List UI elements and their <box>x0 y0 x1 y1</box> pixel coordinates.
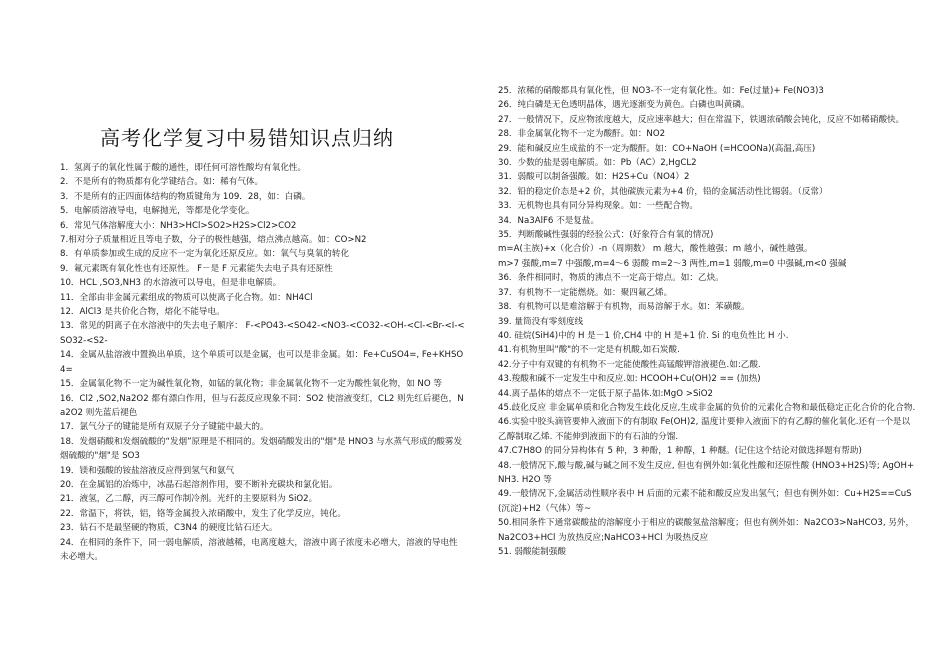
list-item: 46.实验中胶头滴管要伸入液面下的有制取 Fe(OH)2, 温度计要伸入液面下的有乙醇的催化氧化.还有一个是以乙醇制取乙烯. 不能伸到液面下的有石油的分馏. <box>498 417 911 442</box>
list-item: 8．有单质参加或生成的反应不一定为氧化还原反应。如：氧气与臭氧的转化 <box>60 249 350 260</box>
list-item: 3．不是所有的正四面体结构的物质键角为 109．28，如：白磷。 <box>60 191 311 202</box>
list-item: 22．常温下，将铁，铝，铬等金属投入浓硝酸中，发生了化学反应，钝化。 <box>60 508 346 519</box>
list-item: 26．纯白磷是无色透明晶体，遇光逐渐变为黄色。白磷也叫黄磷。 <box>498 100 750 111</box>
list-item: 17．氯气分子的键能是所有双原子分子键能中最大的。 <box>60 422 269 433</box>
list-item: 24．在相同的条件下，同一弱电解质，溶液越稀，电离度越大，溶液中离子浓度未必增大，溶液的导电性未必增大。 <box>60 537 458 562</box>
list-item: 48.一般情况下,酸与酸,碱与碱之间不发生反应, 但也有例外如:氧化性酸和还原性酸 (HNO3+H2S)等; AgOH+NH3. H2O 等 <box>498 460 915 485</box>
list-item: 35．判断酸碱性强弱的经验公式：(好象符合有氧的情况) <box>498 230 714 241</box>
page-title: 高考化学复习中易错知识点归纳 <box>100 126 394 150</box>
list-item: 47.C7H8O 的同分异构体有 5 种，3 种酚，1 种醇，1 种醚。(记住这个结论对做选择题有帮助) <box>498 446 862 457</box>
list-item: 49.一般情况下,金属活动性顺序表中 H 后面的元素不能和酸反应发出氢气；但也有例外如：Cu+H2S==CuS(沉淀)+H2（气体）等~ <box>498 489 912 514</box>
list-item: 29．能和碱反应生成盐的不一定为酸酐。如：CO+NaOH (=HCOONa)(高温,高压) <box>498 143 816 154</box>
list-item: 41.有机物里叫"酸"的不一定是有机酸,如石炭酸. <box>498 345 680 356</box>
list-item: 7.相对分子质量相近且等电子数，分子的极性越强，熔点沸点越高。如：CO>N2 <box>60 235 367 246</box>
list-item: 5．电解质溶液导电，电解抛光，等都是化学变化。 <box>60 206 255 217</box>
list-item: 43.羧酸和碱不一定发生中和反应.如: HCOOH+Cu(OH)2 == (加热) <box>498 374 761 385</box>
list-item: 12．AlCl3 是共价化合物，熔化不能导电。 <box>60 307 225 318</box>
list-item: 23．钻石不是最坚硬的物质，C3N4 的硬度比钻石还大。 <box>60 523 278 534</box>
right-column <box>498 84 916 559</box>
list-item: 38．有机物可以是难溶解于有机物，而易溶解于水。如：苯磺酸。 <box>498 302 750 313</box>
list-item: 51. 弱酸能制强酸 <box>498 547 566 557</box>
list-item: 28．非金属氧化物不一定为酸酐。如：NO2 <box>498 129 666 140</box>
list-item: 30．少数的盐是弱电解质。如：Pb（AC）2,HgCL2 <box>498 158 697 169</box>
list-item: 15．金属氧化物不一定为碱性氧化物，如锰的氧化物；非金属氧化物不一定为酸性氧化物，如 NO 等 <box>60 379 442 390</box>
list-item: 11．全部由非金属元素组成的物质可以使离子化合物。如：NH4Cl <box>60 292 313 303</box>
list-item: 42.分子中有双键的有机物不一定能使酸性高锰酸钾溶液褪色.如:乙酸. <box>498 359 761 370</box>
list-item: 1．氢离子的氧化性属于酸的通性，即任何可溶性酸均有氧化性。 <box>60 163 307 173</box>
left-item-list <box>60 161 465 564</box>
list-item: 27．一般情况下，反应物浓度越大，反应速率越大；但在常温下，铁遇浓硝酸会钝化，反应不如稀硝酸快。 <box>498 114 905 125</box>
list-item: 14．金属从盐溶液中置换出单质，这个单质可以是金属，也可以是非金属。如：Fe+CuSO4=, Fe+KHSO4= <box>60 350 464 375</box>
list-item: 2．不是所有的物质都有化学键结合。如：稀有气体。 <box>60 177 264 188</box>
list-item: 25．浓稀的硝酸都具有氧化性，但 NO3-不一定有氧化性。如：Fe(过量)+ Fe(NO3)3 <box>498 86 824 96</box>
list-item: 39. 量筒没有零刻度线 <box>498 316 584 327</box>
list-item: 20．在金属铝的冶炼中，冰晶石起溶剂作用，要不断补充碳块和氯化铝。 <box>60 479 338 490</box>
list-item: 32．铅的稳定价态是+2 价，其他碳族元素为+4 价，铅的金属活动性比锡弱。（反常） <box>498 186 828 197</box>
right-item-list <box>498 84 916 559</box>
list-item: m=A(主族)+x（化合价）-n（周期数） m 越大，酸性越强；m 越小，碱性越强。 <box>498 244 813 255</box>
list-item: 40. 硅烷(SiH4)中的 H 是－1 价,CH4 中的 H 是+1 价. Si 的电负性比 H 小. <box>498 330 789 341</box>
list-item: 19．镁和强酸的铵盐溶液反应得到氢气和氨气 <box>60 465 235 476</box>
list-item: 50.相同条件下通常碳酸盐的溶解度小于相应的碳酸氢盐溶解度；但也有例外如：Na2CO3>NaHCO3, 另外，Na2CO3+HCl 为放热反应;NaHCO3+HCl 为吸热反应 <box>498 518 915 543</box>
list-item: 10．HCL ,SO3,NH3 的水溶液可以导电，但是非电解质。 <box>60 278 282 289</box>
list-item: 37．有机物不一定能燃烧。如：聚四氟乙烯。 <box>498 287 673 298</box>
list-item: 44.离子晶体的熔点不一定低于原子晶体.如:MgO >SiO2 <box>498 388 714 399</box>
list-item: 18．发烟硝酸和发烟硫酸的“发烟”原理是不相同的。发烟硝酸发出的"烟"是 HNO3 与水蒸气形成的酸雾发烟硫酸的"烟"是 SO3 <box>60 436 463 462</box>
list-item: 31．弱酸可以制备强酸。如：H2S+Cu（NO4）2 <box>498 172 690 183</box>
list-item: m>7 强酸,m=7 中强酸,m=4～6 弱酸 m=2～3 两性,m=1 弱酸,m=0 中强碱,m<0 强碱 <box>498 258 847 269</box>
list-item: 45.歧化反应 非金属单质和化合物发生歧化反应,生成非金属的负价的元素化合物和最低稳定正化合价的化合物. <box>498 402 916 413</box>
list-item: 33．无机物也具有同分异构现象。如：一些配合物。 <box>498 201 698 212</box>
list-item: 13．常见的阴离子在水溶液中的失去电子顺序： F-<PO43-<SO42-<NO3-<CO32-<OH-<Cl-<Br-<I-<SO32-<S2- <box>60 321 465 346</box>
list-item: 16．Cl2 ,SO2,Na2O2 都有漂白作用，但与石蕊反应现象不同：SO2 使溶液变红，CL2 则先红后褪色，Na2O2 则先蓝后褪色 <box>60 393 464 418</box>
list-item: 34．Na3AlF6 不是复盐。 <box>498 215 600 226</box>
list-item: 36．条件相同时，物质的沸点不一定高于熔点。如：乙炔。 <box>498 273 724 284</box>
list-item: 21．液氢，乙二醇，丙三醇可作制冷剂。光纤的主要原料为 SiO2。 <box>60 494 318 505</box>
list-item: 6．常见气体溶解度大小：NH3>HCl>SO2>H2S>Cl2>CO2 <box>60 220 297 231</box>
list-item: 9．氟元素既有氧化性也有还原性。 F－是 F 元素能失去电子具有还原性 <box>60 263 333 274</box>
